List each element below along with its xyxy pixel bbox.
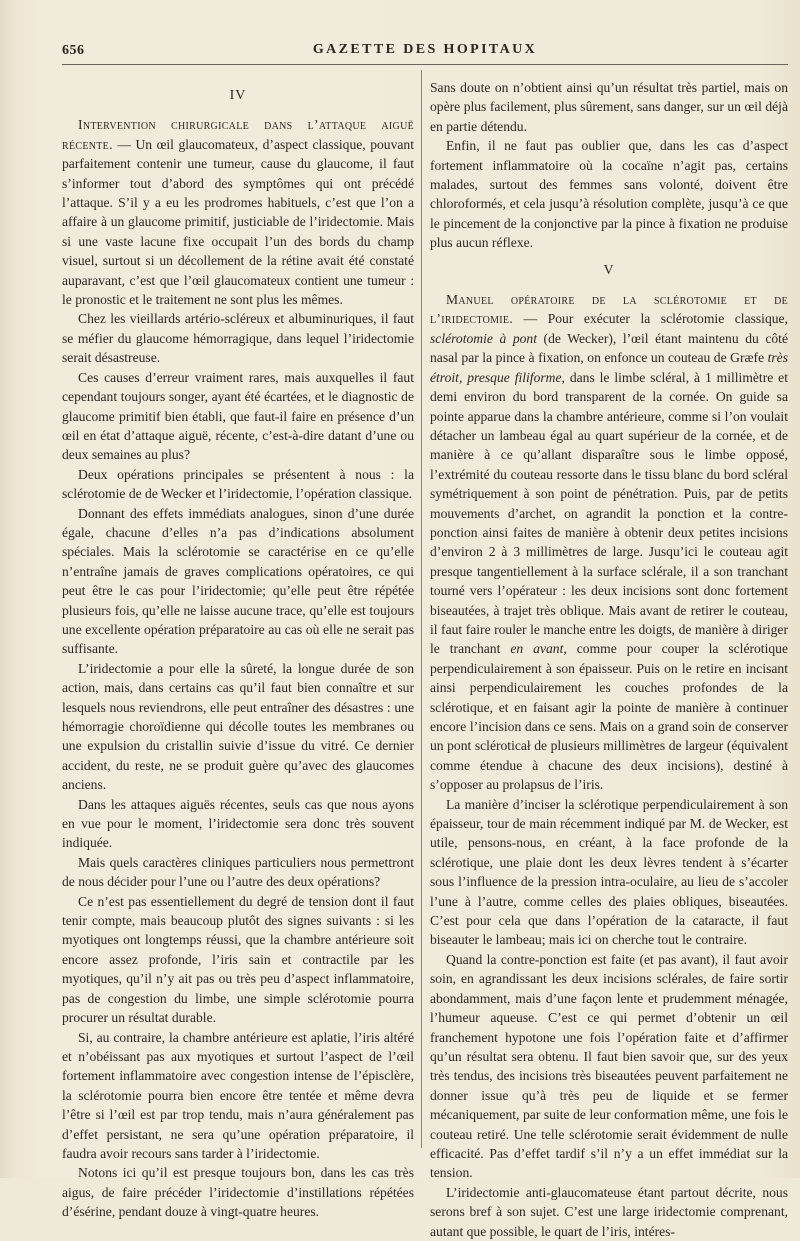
paragraph: L’iridectomie a pour elle la sûreté, la longue durée de son action, mais, dans certains cas qu’il faut bien connaître et sur lesquels nous reviendrons, elle peut entraîner des désastres : une hémorragie choroïdienne qui décolle toutes les membranes ou une expulsion du cristallin suivie d’issue du vitré. Ce dernier accident, du reste, ne se produit guère qu’avec des glaucomes anciens.: [62, 660, 414, 793]
text-run: , dans le limbe scléral, à 1 millimètre et demi environ du bord transparent de la cornée. On guide sa pointe apparue dans la chambre antérieure, comme si l’on voulait détacher un lambeau égal au quart supérieur de la cornée, et de manière à ce qu’allant disparaître sous le limbe opposé, l’extrémité du couteau ressorte dans le tissu blanc du bord scléral symétriquement à son point de pénétration. Puis, par de petits mouvements d’archet, on agrandit la ponction et la contre-ponction ainsi faites de manière à obtenir deux petites incisions d’environ 2 à 3 millimètres de large. Jusqu’ici le couteau agit presque tangentiellement à la surface sclérale, il a son tranchant tourné vers l’opérateur : les deux incisions sont donc fortement biseautées, à trajet très oblique. Mais avant de retirer le couteau, il faut faire rouler le manche entre les doigts, de manière à diriger le tranchant: [430, 369, 788, 657]
paragraph: Un œil glaucomateux, d’aspect classique, pouvant parfaitement contenir une tumeur, cause du glaucome, il faut s’informer tout d’abord des symptômes qui ont précédé l’attaque. S’il y a eu les prodromes habituels, c’est que l’on a affaire à un glaucome primitif, justiciable de l’iridectomie. Mais si une vaste lacune fixe occupait l’un des bords du champ visuel, surtout si un décollement de la rétine avait été constaté auparavant, c’est que l’œil glaucomateux contient une tumeur : le pronostic et le traitement ne sont plus les mêmes.: [62, 136, 414, 308]
section-v-title: Manuel opératoire de la sclérotomie et de l’iridectomie.: [430, 292, 788, 327]
section-v-intro: [430, 290, 788, 795]
italic-term: en avant: [510, 641, 564, 657]
text-run: , comme pour couper la sclérotique perpendiculairement à son épaisseur. Puis on le retire en incisant ainsi perpendiculairement les couches profondes de la sclérotique, et en faisant agir la pointe de manière à continuer encore l’incision dans ce sens. Mais on a grand soin de conserver un pont scléroticał de plusieurs millimètres de largeur (équivalent comme étendue à chacune des deux incisions), destiné à s’opposer au prolapsus de l’iris.: [430, 641, 788, 793]
left-column: [62, 78, 414, 1220]
paragraph: Enfin, il ne faut pas oublier que, dans les cas d’aspect fortement inflammatoire où la cocaïne n’agit pas, certains malades, surtout des femmes sans volonté, doivent être chloroformés, et cela jusqu’à résolution complète, jusqu’à ce que le pincement de la conjonctive par la pince à fixation ne produise plus aucun réflexe.: [430, 138, 788, 251]
column-divider: [421, 70, 422, 1148]
right-column: [430, 78, 788, 1239]
section-iv-title: Intervention chirurgicale dans l’attaque aiguë récente.: [62, 117, 414, 152]
paragraph: Mais quels caractères cliniques particuliers nous permettront de nous décider pour l’une ou l’autre des deux opérations?: [62, 854, 414, 890]
paragraph: Ces causes d’erreur vraiment rares, mais auxquelles il faut cependant toujours songer, ayant été écartées, et le diagnostic de glaucome primitif bien établi, que faut-il faire en présence d’un œil en état d’attaque aiguë, récente, c’est-à-dire datant d’une ou deux semaines au plus?: [62, 369, 414, 463]
paragraph: La manière d’inciser la sclérotique perpendiculairement à son épaisseur, tour de main récemment indiqué par M. de Wecker, est utile, pensons-nous, en créant, à la face profonde de la sclérotique, une plaie dont les deux lèvres tendent à s’écarter sous l’influence de la pression intra-oculaire, au lieu de s’accoler l’une à l’autre, comme celles des plaies obliques, biseautées. C’est pour cela que dans l’opération de la cataracte, il faut biseauter le lambeau; mais ici on cherche tout le contraire.: [430, 796, 788, 948]
section-number-iv: IV: [229, 88, 247, 103]
paragraph: Si, au contraire, la chambre antérieure est aplatie, l’iris altéré et n’obéissant pas aux myotiques et surtout l’aspect de l’œil fortement inflammatoire avec congestion intense de l’épisclère, la sclérotomie pourra bien encore être tentée et même devra l’être si l’œil est par trop tendu, mais n’aura généralement pas d’effet persistant, ne sera qu’une opération préparatoire, il faudra avoir recours sans tarder à l’iridectomie.: [62, 1029, 414, 1161]
text-run: (de Wecker), l’œil étant maintenu du côté nasal par la pince à fixation, on enfonce un couteau de Græfe: [430, 330, 788, 366]
italic-term: sclérotomie à pont: [430, 330, 537, 346]
running-title: GAZETTE DES HOPITAUX: [312, 42, 538, 57]
paragraph: Donnant des effets immédiats analogues, sinon d’une durée égale, chacune d’elles n’a pas d’indications absolument spéciales. Mais la sclérotomie se caractérise en ce qu’elle n’entraîne jamais de graves complications opératoires, ce qui peut être le cas pour l’iridectomie; qu’elle peut être répétée plusieurs fois, qu’elle ne laisse aucune trace, qu’elle est toujours une excellente opération préparatoire au cas où elle ne serait pas suffisante.: [62, 505, 414, 657]
page-number: 656: [62, 43, 85, 58]
text-run: — Pour exécuter la sclérotomie classique,: [523, 311, 788, 327]
section-iv-intro: Intervention chirurgicale dans l’attaque aiguë récente. — Un œil glaucomateux, d’aspect classique, pouvant parfaitement contenir une tumeur, cause du glaucome, il faut s’informer tout d’abord des symptômes qui ont précédé l’attaque. S’il y a eu les prodromes habituels, c’est que l’on a affaire à un glaucome primitif, justiciable de l’iridectomie. Mais si une vaste lacune fixe occupait l’un des bords du champ visuel, surtout si un décollement de la rétine avait été constaté auparavant, c’est que l’œil glaucomateux contient une tumeur : le pronostic et le traitement ne sont plus les mêmes.: [62, 117, 414, 308]
paragraph: Deux opérations principales se présentent à nous : la sclérotomie de de Wecker et l’iridectomie, l’opération classique.: [62, 466, 414, 502]
page-header: [62, 40, 788, 65]
paragraph: Ce n’est pas essentiellement du degré de tension dont il faut tenir compte, mais beaucoup plutôt des signes suivants : si les myotiques ont longtemps réussi, que la chambre antérieure soit encore assez profonde, l’iris sain et contractile par les myotiques, qu’il n’y ait pas ou très peu d’aspect inflammatoire, pas de congestion du limbe, une simple sclérotomie pourra procurer un résultat durable.: [62, 893, 414, 1026]
paragraph: Quand la contre-ponction est faite (et pas avant), il faut avoir soin, en agrandissant les deux incisions sclérales, de faire sortir abondamment, mais d’une façon lente et prudemment ménagée, l’humeur aqueuse. C’est ce qui permet d’obtenir un œil franchement hypotone une fois l’opération faite et d’affirmer qu’un résultat sera obtenu. Il faut bien savoir que, sur des yeux très tendus, des incisions très biseautées peuvent parfaitement ne donner issue qu’à très peu de liquide et se fermer mécaniquement, par suite de leur conformation même, une fois le couteau retiré. Une telle sclérotomie serait évidemment de nulle efficacité. Pas d’effet tardif s’il n’y a un effet immédiat sur la tension.: [430, 951, 788, 1181]
section-number-v: V: [603, 262, 615, 278]
paragraph: Dans les attaques aiguës récentes, seuls cas que nous ayons en vue pour le moment, l’iridectomie sera donc très souvent indiquée.: [62, 796, 414, 851]
paragraph: Notons ici qu’il est presque toujours bon, dans les cas très aigus, de faire précéder l’iridectomie d’instillations répétées d’ésérine, pendant douze à vingt-quatre heures.: [62, 1165, 414, 1220]
paragraph: Chez les vieillards artério-scléreux et albuminuriques, il faut se méfier du glaucome hémorragique, dans lequel l’iridectomie serait désastreuse.: [62, 311, 414, 366]
paragraph: Sans doute on n’obtient ainsi qu’un résultat très partiel, mais on opère plus facilement, plus sûrement, sans danger, sur un œil déjà en partie détendu.: [430, 80, 788, 134]
italic-term: très étroit, presque filiforme: [430, 350, 788, 385]
paragraph: L’iridectomie anti-glaucomateuse étant partout décrite, nous serons bref à son sujet. C’est une large iridectomie comprenant, autant que possible, le quart de l’iris, intéres-: [430, 1184, 788, 1239]
